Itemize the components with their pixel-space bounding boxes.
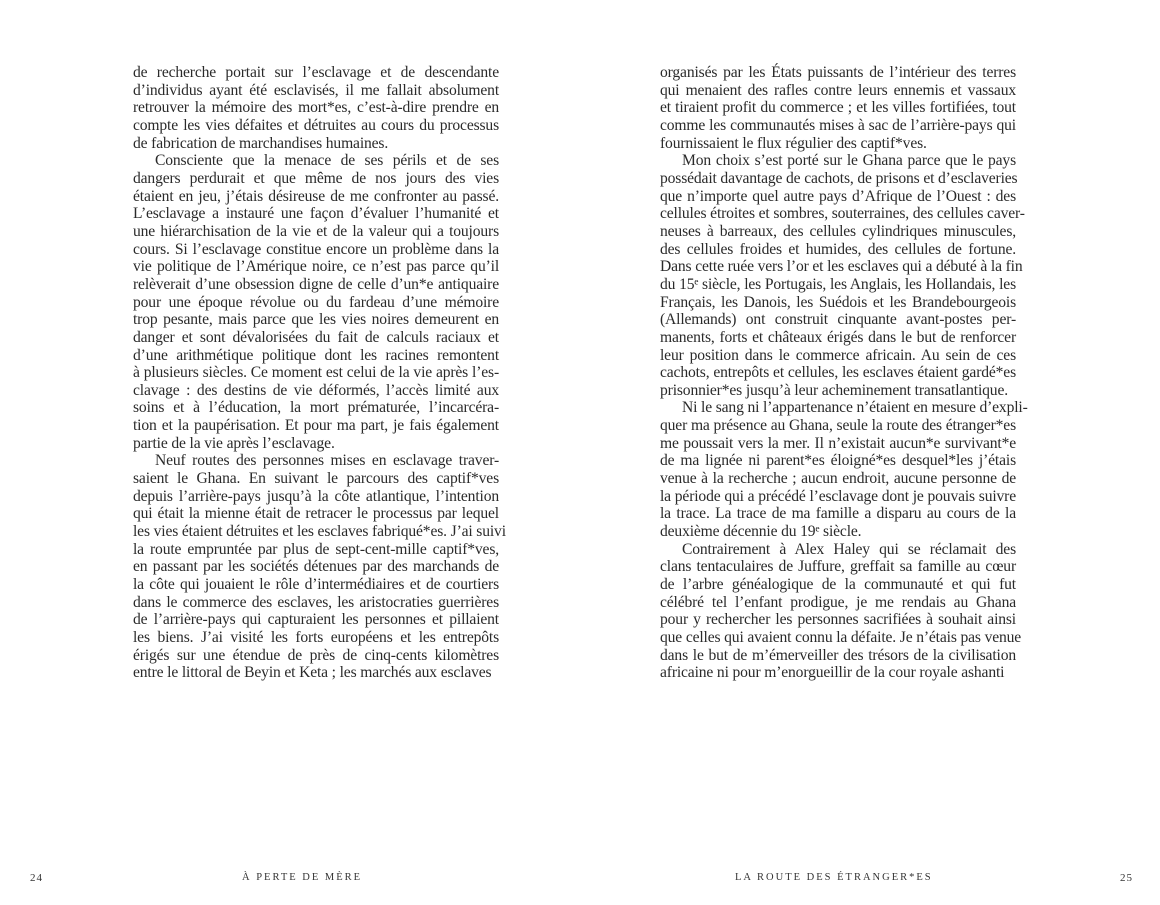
text-line: retrouver la mémoire des mort*es, c’est-à-dire prendre en bbox=[133, 99, 499, 117]
text-line: L’esclavage a instauré une façon d’évaluer l’humanité et bbox=[133, 205, 499, 223]
text-line: la route empruntée par plus de sept-cent-mille captif*ves, bbox=[133, 540, 499, 558]
text-line: me poussait vers la mer. Il n’existait aucun*e survivant*e bbox=[660, 434, 1016, 452]
text-line: Consciente que la menace de ses périls et de ses bbox=[155, 152, 499, 170]
text-line: qui était la mienne était de retracer le processus par lequel bbox=[133, 505, 499, 523]
text-line: dans le commerce des esclaves, les aristocraties guerrières bbox=[133, 593, 499, 611]
text-line: Français, les Danois, les Suédois et les Brandebourgeois bbox=[660, 293, 1016, 311]
text-line: danger et sont dévalorisées du fait de calculs raciaux et bbox=[133, 328, 499, 346]
text-line: depuis l’arrière-pays jusqu’à la côte atlantique, l’intention bbox=[133, 487, 499, 505]
text-line: pour une époque révolue ou du fardeau d’une mémoire bbox=[133, 293, 499, 311]
text-line: érigés sur une étendue de près de cinq-cents kilomètres bbox=[133, 646, 499, 664]
text-line: clavage : des destins de vie déformés, l’accès limité aux bbox=[133, 381, 499, 399]
text-line: dans le but de m’émerveiller des trésors de la civilisation bbox=[660, 646, 1016, 664]
text-line: Contrairement à Alex Haley qui se réclamait des bbox=[682, 540, 1016, 558]
text-line: cours. Si l’esclavage constitue encore un problème dans la bbox=[133, 240, 499, 258]
text-line: la trace. La trace de ma famille a disparu au cours de la bbox=[660, 505, 1016, 523]
text-line: saient le Ghana. En suivant le parcours des captif*ves bbox=[133, 470, 499, 488]
text-line: à plusieurs siècles. Ce moment est celui de la vie après l’es- bbox=[133, 364, 499, 382]
text-line: neuses à barreaux, des cellules cylindriques minuscules, bbox=[660, 222, 1016, 240]
right-running-head: LA ROUTE DES ÉTRANGER*ES bbox=[735, 872, 933, 883]
text-line: prisonnier*es jusqu’à leur acheminement transatlantique. bbox=[660, 381, 1008, 399]
right-page-number: 25 bbox=[1120, 872, 1133, 884]
text-line: possédait davantage de cachots, de prisons et d’esclaveries bbox=[660, 169, 1018, 187]
text-line: manents, forts et châteaux érigés dans le but de renforcer bbox=[660, 328, 1016, 346]
text-line: deuxième décennie du 19ᵉ siècle. bbox=[660, 523, 862, 541]
text-line: pour y rechercher les personnes sacrifiées à souhait ainsi bbox=[660, 611, 1016, 629]
text-line: cachots, entrepôts et cellules, les esclaves étaient gardé*es bbox=[660, 364, 1016, 382]
text-line: de recherche portait sur l’esclavage et de descendante bbox=[133, 64, 499, 81]
text-line: de l’arbre généalogique de la communauté et qui fut bbox=[660, 576, 1016, 594]
text-line: que celles qui avaient connu la défaite. Je n’étais pas venue bbox=[660, 629, 1022, 646]
text-line: célébré tel l’enfant prodigue, je me rendais au Ghana bbox=[660, 593, 1016, 611]
text-line: entre le littoral de Beyin et Keta ; les marchés aux esclaves bbox=[133, 664, 492, 682]
text-line: de l’arrière-pays qui capturaient les personnes et pillaient bbox=[133, 611, 499, 629]
text-line: clans tentaculaires de Juffure, greffait sa famille au cœur bbox=[660, 558, 1016, 576]
text-line: la période qui a précédé l’esclavage dont je pouvais suivre bbox=[660, 487, 1016, 505]
text-line: cellules étroites et sombres, souterraines, des cellules caver- bbox=[660, 205, 1025, 223]
left-page-number: 24 bbox=[30, 872, 43, 884]
text-line: fournissaient le flux régulier des captif*ves. bbox=[660, 134, 927, 152]
text-line: des cellules froides et humides, des cellules de fortune. bbox=[660, 240, 1016, 258]
left-page-body-text bbox=[133, 64, 506, 682]
text-line: trop pesante, mais parce que les vies noires demeurent en bbox=[133, 311, 499, 329]
left-running-head: À PERTE DE MÈRE bbox=[242, 872, 363, 883]
text-line: partie de la vie après l’esclavage. bbox=[133, 434, 335, 452]
text-line: Ni le sang ni l’appartenance n’étaient en mesure d’expli- bbox=[682, 399, 1028, 417]
text-line: qui menaient des rafles contre leurs ennemis et vassaux bbox=[660, 81, 1016, 99]
text-line: de fabrication de marchandises humaines. bbox=[133, 134, 389, 152]
text-line: tion et la paupérisation. Et pour ma part, je fais également bbox=[133, 417, 499, 435]
text-line: soins et à l’éducation, la mort prématurée, l’incarcéra- bbox=[133, 399, 499, 417]
text-line: compte les vies défaites et détruites au cours du processus bbox=[133, 116, 499, 134]
text-line: la côte qui jouaient le rôle d’intermédiaires et de courtiers bbox=[133, 576, 499, 594]
text-line: comme les communautés mises à sac de l’arrière-pays qui bbox=[660, 116, 1016, 134]
text-line: les biens. J’ai visité les forts européens et les entrepôts bbox=[133, 629, 499, 646]
text-line: Mon choix s’est porté sur le Ghana parce que le pays bbox=[682, 152, 1016, 170]
text-line: quer ma présence au Ghana, seule la route des étranger*es bbox=[660, 417, 1016, 435]
text-line: d’individus ayant été esclavisés, il me fallait absolument bbox=[133, 81, 499, 99]
text-line: Neuf routes des personnes mises en esclavage traver- bbox=[155, 452, 499, 470]
text-line: dangers perdurait et que même de nos jours des vies bbox=[133, 169, 499, 187]
text-line: que n’importe quel autre pays d’Afrique de l’Ouest : des bbox=[660, 187, 1016, 205]
text-line: africaine ni pour m’enorgueillir de la cour royale ashanti bbox=[660, 664, 1005, 682]
text-line: une hiérarchisation de la vie et de la valeur qui a toujours bbox=[133, 222, 499, 240]
text-line: leur position dans le commerce africain. Au sein de ces bbox=[660, 346, 1016, 364]
text-line: et tiraient profit du commerce ; et les villes fortifiées, tout bbox=[660, 99, 1016, 117]
text-line: étaient en jeu, j’étais désireuse de me confronter au passé. bbox=[133, 187, 499, 205]
text-line: de ma lignée ni parent*es éloigné*es desquel*les j’étais bbox=[660, 452, 1016, 470]
text-line: d’une arithmétique politique dont les racines remontent bbox=[133, 346, 499, 364]
text-line: du 15ᵉ siècle, les Portugais, les Anglais, les Hollandais, les bbox=[660, 275, 1016, 293]
text-line: vie politique de l’Amérique noire, ce n’est pas parce qu’il bbox=[133, 258, 499, 276]
text-line: (Allemands) ont construit cinquante avant-postes per- bbox=[660, 311, 1016, 329]
text-line: les vies étaient détruites et les esclaves fabriqué*es. J’ai suivi bbox=[133, 523, 506, 541]
text-line: venue à la recherche ; aucun endroit, aucune personne de bbox=[660, 470, 1016, 488]
text-line: en passant par les sociétés détenues par des marchands de bbox=[133, 558, 499, 576]
right-page-body-text bbox=[660, 64, 1028, 682]
text-line: Dans cette ruée vers l’or et les esclaves qui a débuté à la fin bbox=[660, 258, 1023, 276]
text-line: relèverait d’une obsession digne de celle d’un*e antiquaire bbox=[133, 275, 499, 293]
text-line: organisés par les États puissants de l’intérieur des terres bbox=[660, 64, 1016, 81]
